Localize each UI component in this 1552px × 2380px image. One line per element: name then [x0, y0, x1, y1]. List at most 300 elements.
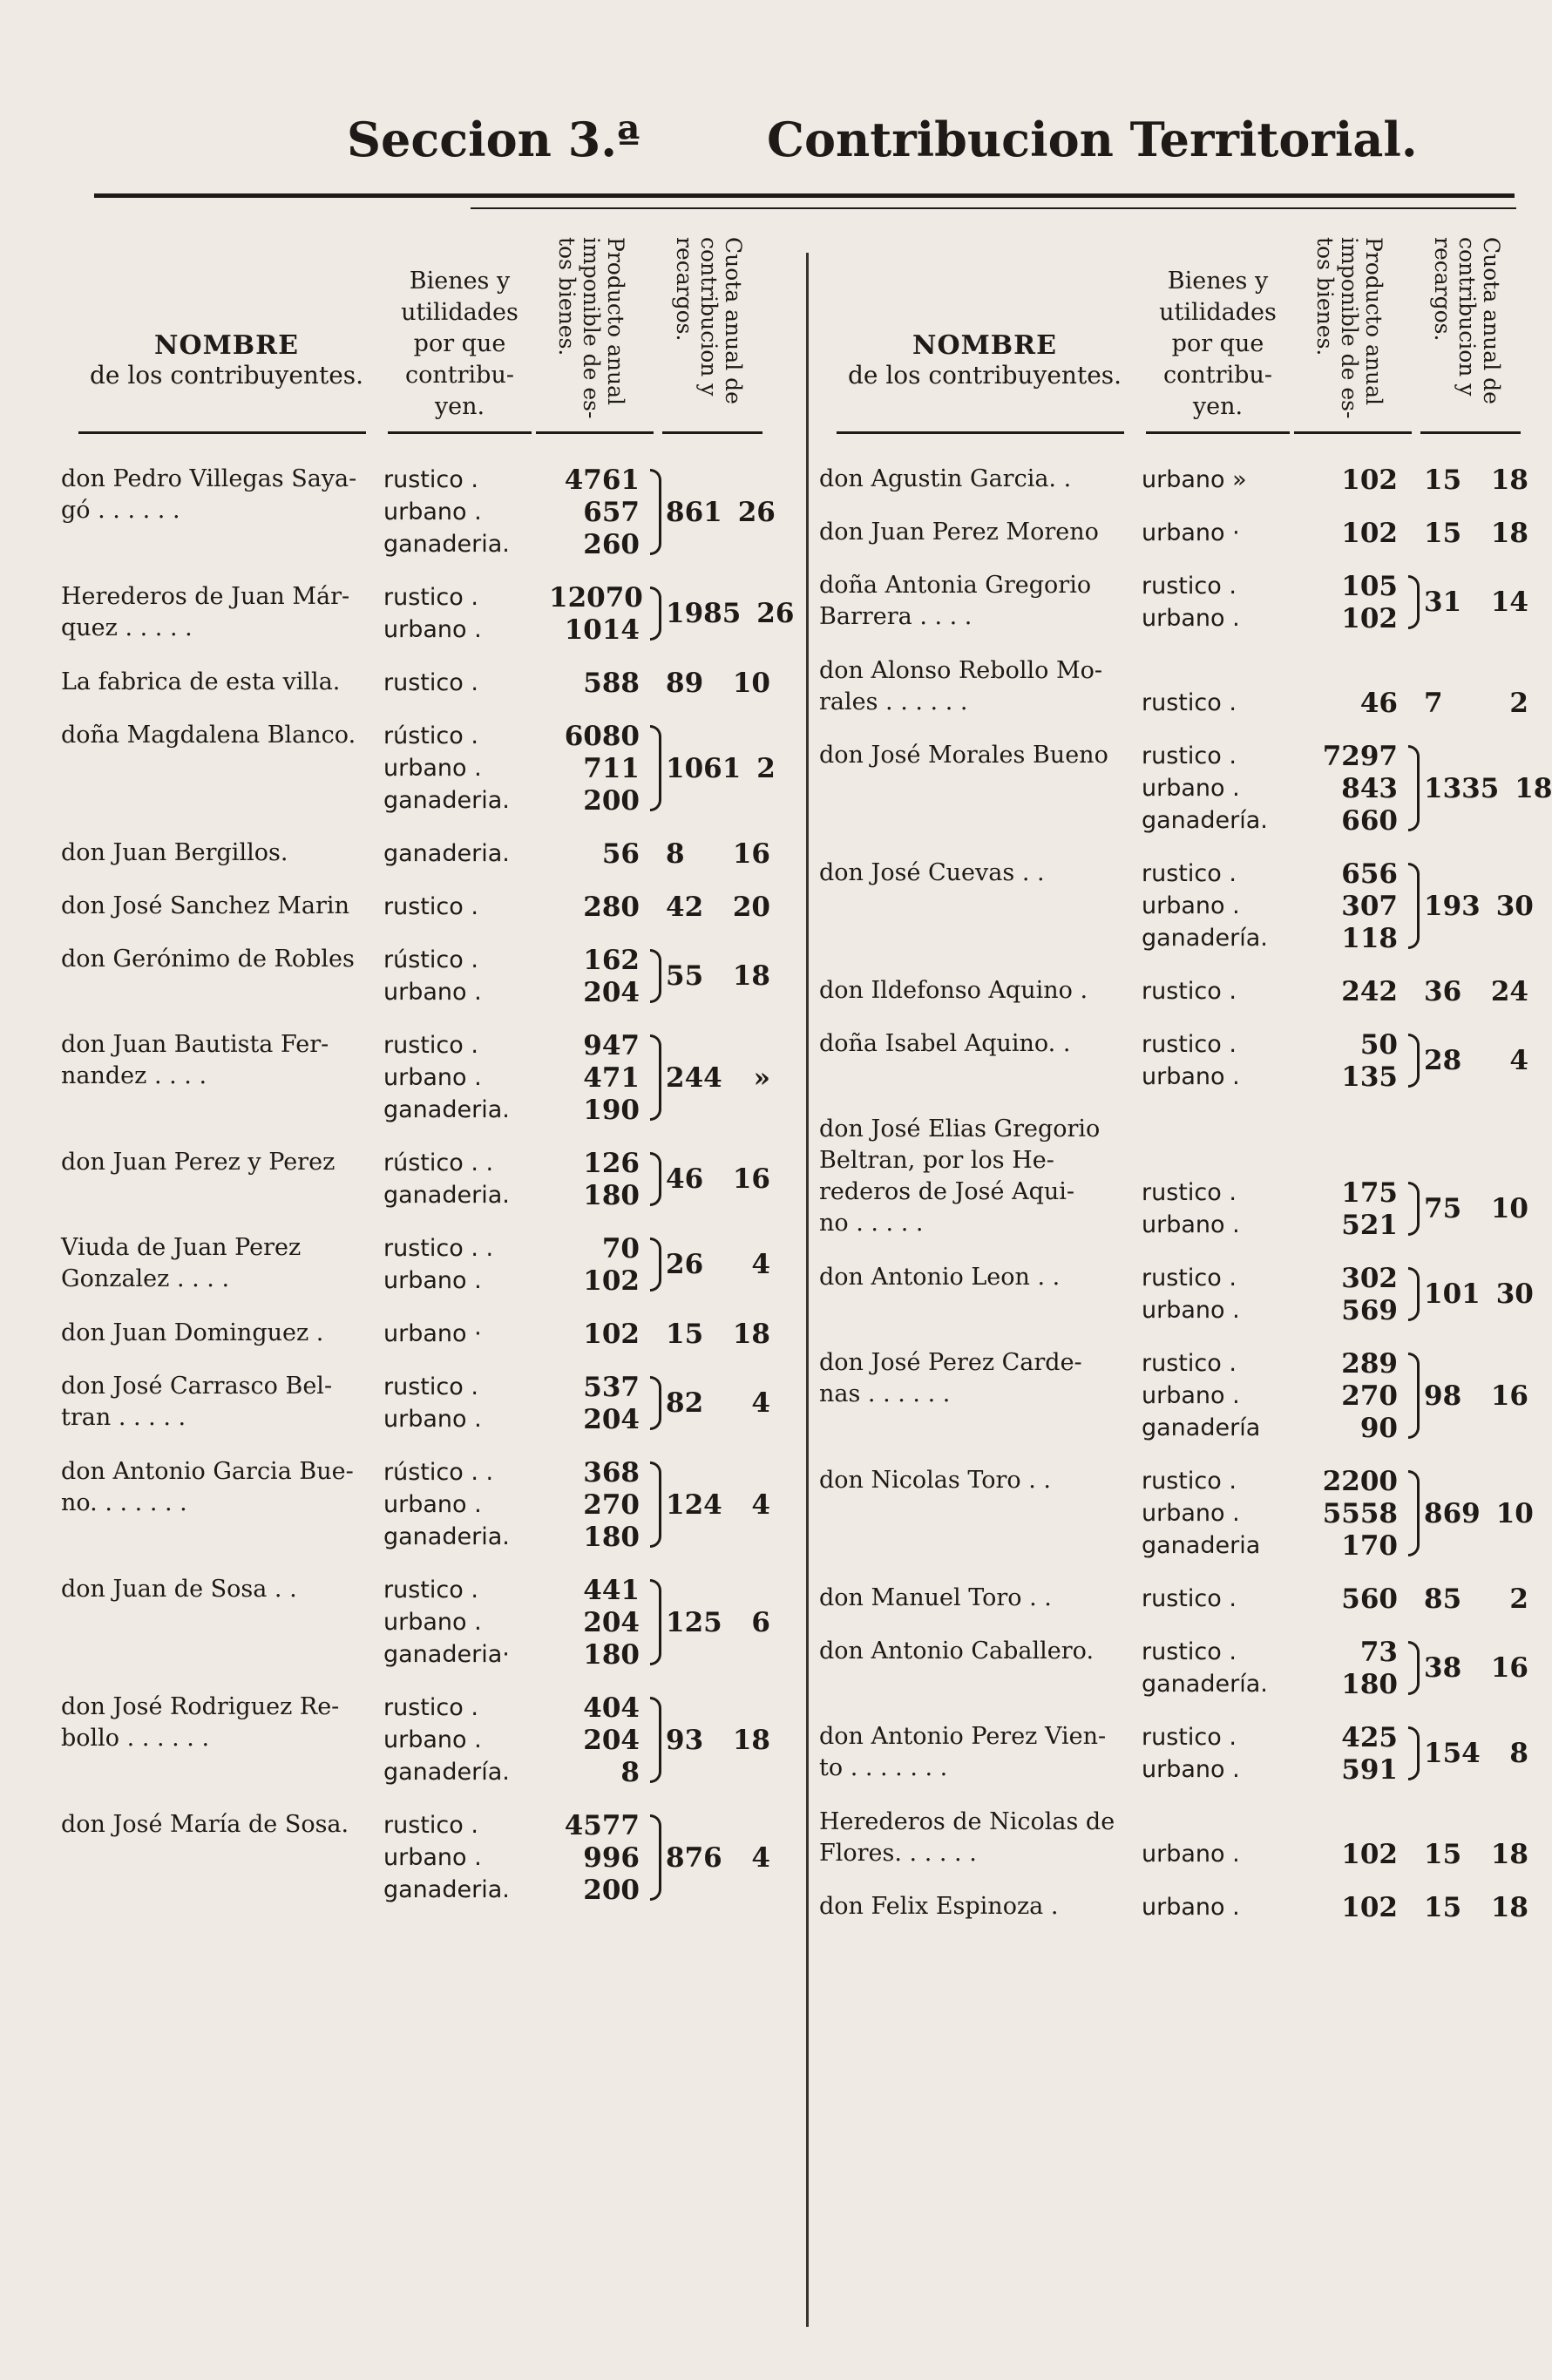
contribuyente-name: [61, 837, 383, 869]
header-cuota: Cuota anual de contribucion y recargos.: [672, 237, 746, 404]
bienes-item: [1142, 804, 1403, 837]
brace-mark: [650, 949, 661, 1003]
cuota-pesos: 15: [666, 1318, 704, 1350]
bienes-item: [1142, 1347, 1403, 1380]
bienes-category: ganaderia.: [383, 787, 510, 814]
producto-value: 102: [1341, 602, 1398, 634]
brace-mark: [1408, 1726, 1420, 1780]
producto-value: 843: [1341, 772, 1398, 804]
contribuyente-name: [61, 667, 383, 698]
producto-value: 126: [583, 1147, 640, 1179]
bienes-item: [383, 464, 645, 496]
contribuyente-name: [61, 1147, 383, 1178]
cuota-reales: 20: [732, 891, 770, 923]
cuota-anual: [666, 1319, 770, 1350]
bienes-category: urbano .: [383, 1726, 482, 1753]
header-nombre-main: NOMBRE: [154, 330, 299, 361]
bienes-category: urbano .: [1142, 1063, 1240, 1090]
cuota-anual: [666, 1725, 770, 1756]
cuota-pesos: 38: [1424, 1652, 1462, 1684]
cuota-anual: [666, 1062, 770, 1094]
brace-mark: [650, 1461, 661, 1548]
name-line: don Pedro Villegas Saya-: [61, 465, 357, 492]
cuota-pesos: 876: [666, 1841, 722, 1874]
bienes-list: [1142, 1262, 1403, 1326]
name-line: to . . . . . . .: [819, 1754, 948, 1781]
bienes-category: rustico .: [1142, 573, 1237, 600]
bienes-category: rústico .: [383, 722, 478, 749]
producto-value: 102: [1341, 464, 1398, 496]
cuota-reales: 16: [1490, 1380, 1528, 1412]
cuota-anual: [666, 838, 770, 870]
page-title: [0, 112, 1552, 181]
producto-value: 425: [1341, 1721, 1398, 1753]
producto-value: 135: [1341, 1061, 1398, 1093]
name-line: Viuda de Juan Perez: [61, 1234, 302, 1261]
table-row: [819, 1262, 1534, 1326]
cuota-anual: [1424, 1738, 1528, 1769]
table-row: [61, 1692, 776, 1788]
bienes-item: [1142, 1465, 1403, 1497]
producto-value: 270: [1341, 1380, 1398, 1412]
bienes-category: rustico .: [383, 893, 478, 920]
bienes-item: [1142, 1529, 1403, 1562]
cuota-anual: [666, 1387, 770, 1419]
contribuyente-name: [61, 891, 383, 922]
bienes-list: [383, 1371, 645, 1435]
brace-mark: [1408, 1470, 1420, 1556]
cuota-anual: [1424, 1583, 1528, 1615]
name-line: no. . . . . . .: [61, 1489, 187, 1516]
name-line: Gonzalez . . . .: [61, 1265, 230, 1292]
bienes-item: [383, 837, 645, 870]
bienes-category: urbano .: [383, 755, 482, 782]
contribuyente-name: [61, 1809, 383, 1841]
bienes-category: rústico .: [383, 946, 478, 973]
bienes-category: rustico .: [1142, 860, 1237, 887]
table-row: [61, 1574, 776, 1671]
producto-value: 569: [1341, 1294, 1398, 1326]
bienes-list: [1142, 517, 1403, 549]
cuota-reales: 16: [1490, 1652, 1528, 1684]
brace-column: [1403, 1465, 1424, 1562]
bienes-category: rústico . .: [383, 1149, 494, 1176]
table-row: [819, 1636, 1534, 1700]
bienes-category: urbano .: [383, 1406, 482, 1433]
cuota-pesos: 15: [1424, 464, 1462, 496]
cuota-reales: 18: [1515, 772, 1552, 804]
bienes-category: rustico .: [383, 669, 478, 696]
cuota-reales: 10: [1495, 1497, 1534, 1529]
contribuyente-name: [819, 570, 1142, 633]
contribuyente-name: [61, 464, 383, 526]
cuota-pesos: 31: [1424, 587, 1462, 618]
name-line: don José Perez Carde-: [819, 1349, 1082, 1376]
producto-value: 90: [1359, 1412, 1398, 1444]
table-row: [61, 1318, 776, 1350]
brace-mark: [650, 587, 661, 641]
header-underline: [1420, 431, 1521, 434]
producto-value: 118: [1341, 922, 1398, 954]
table-row: [819, 655, 1534, 719]
bienes-category: rustico .: [383, 466, 478, 493]
name-line: don Juan Dominguez .: [61, 1319, 324, 1346]
bienes-category: urbano .: [383, 498, 482, 525]
table-row: [819, 570, 1534, 634]
name-line: don Antonio Caballero.: [819, 1638, 1095, 1665]
brace-column: [645, 1456, 666, 1553]
name-line: rales . . . . . .: [819, 688, 968, 715]
bienes-category: urbano »: [1142, 466, 1247, 493]
name-line: don Nicolas Toro . .: [819, 1467, 1051, 1494]
brace-column: [1403, 655, 1424, 719]
table-row: [61, 1147, 776, 1211]
contribuyente-name: [819, 1807, 1142, 1869]
bienes-category: urbano .: [1142, 775, 1240, 802]
contribuyente-name: [819, 1465, 1142, 1496]
contribuyente-name: [819, 1891, 1142, 1922]
bienes-item: [1142, 1061, 1403, 1093]
contribuyente-name: [61, 1029, 383, 1092]
brace-column: [645, 1574, 666, 1671]
cuota-anual: [666, 1163, 770, 1195]
bienes-item: [383, 1724, 645, 1756]
cuota-pesos: 55: [666, 960, 704, 992]
cuota-reales: 18: [732, 1724, 770, 1756]
bienes-item: [383, 1809, 645, 1841]
contribuyente-name: [819, 1114, 1142, 1239]
table-row: [61, 944, 776, 1008]
contribuyente-name: [819, 1262, 1142, 1293]
bienes-item: [383, 1403, 645, 1435]
name-line: nas . . . . . .: [819, 1380, 951, 1407]
bienes-item: [383, 1094, 645, 1126]
header-nombre-main: NOMBRE: [912, 330, 1057, 361]
name-line: gó . . . . . .: [61, 497, 180, 524]
bienes-list: [1142, 975, 1403, 1007]
cuota-anual: [1424, 587, 1528, 618]
cuota-pesos: 861: [666, 496, 722, 528]
table-row: [61, 1232, 776, 1297]
contribuyente-name: [819, 1636, 1142, 1667]
bienes-category: urbano .: [1142, 1841, 1240, 1868]
bienes-list: [383, 1147, 645, 1211]
table-row: [61, 1029, 776, 1126]
contribuyente-name: [819, 1583, 1142, 1614]
brace-mark: [1408, 575, 1420, 629]
producto-value: 280: [583, 891, 640, 923]
header-underline: [388, 431, 532, 434]
bienes-item: [1142, 1380, 1403, 1412]
cuota-reales: 16: [732, 1163, 770, 1195]
cuota-reales: »: [753, 1061, 770, 1094]
brace-column: [1403, 1636, 1424, 1700]
producto-value: 270: [583, 1488, 640, 1521]
table-row: [61, 667, 776, 699]
name-line: don Juan Perez Moreno: [819, 519, 1099, 546]
cuota-reales: 30: [1495, 890, 1534, 922]
cuota-reales: 4: [751, 1488, 770, 1521]
brace-column: [1403, 858, 1424, 954]
bienes-item: [383, 1371, 645, 1403]
bienes-list: [383, 1456, 645, 1553]
cuota-anual: [1424, 772, 1552, 804]
bienes-category: urbano .: [1142, 1382, 1240, 1409]
bienes-item: [1142, 464, 1403, 496]
table-row: [819, 1583, 1534, 1615]
contribuyente-name: [61, 944, 383, 975]
name-line: don Agustin Garcia. .: [819, 465, 1072, 492]
producto-value: 56: [601, 837, 640, 870]
section-label: Seccion 3.ª: [347, 112, 640, 167]
producto-value: 996: [583, 1841, 640, 1874]
cuota-pesos: 46: [666, 1163, 704, 1195]
cuota-anual: [666, 1249, 770, 1280]
cuota-pesos: 98: [1424, 1380, 1462, 1412]
producto-value: 441: [583, 1574, 640, 1606]
bienes-category: ganaderia.: [383, 1096, 510, 1123]
name-line: don José Elias Gregorio: [819, 1115, 1101, 1143]
bienes-category: urbano .: [1142, 1756, 1240, 1783]
cuota-reales: 18: [732, 1318, 770, 1350]
name-line: don José Carrasco Bel-: [61, 1373, 333, 1400]
producto-value: 4577: [564, 1809, 640, 1841]
bienes-item: [1142, 975, 1403, 1007]
brace-column: [1403, 1583, 1424, 1615]
table-row: [819, 740, 1552, 837]
brace-mark: [1408, 1182, 1420, 1236]
name-line: doña Isabel Aquino. .: [819, 1030, 1071, 1057]
bienes-category: rustico .: [1142, 689, 1237, 716]
producto-value: 7297: [1322, 740, 1398, 772]
brace-column: [645, 1147, 666, 1211]
brace-column: [1403, 1807, 1424, 1870]
producto-value: 289: [1341, 1347, 1398, 1380]
table-row: [819, 1891, 1534, 1923]
table-row: [61, 1809, 776, 1906]
bienes-list: [1142, 464, 1403, 496]
brace-mark: [650, 1237, 661, 1292]
brace-mark: [650, 469, 661, 555]
bienes-item: [1142, 1209, 1403, 1241]
name-line: bollo . . . . . .: [61, 1725, 210, 1752]
name-line: Barrera . . . .: [819, 603, 973, 630]
name-line: La fabrica de esta villa.: [61, 668, 341, 695]
producto-value: 102: [1341, 1891, 1398, 1923]
brace-column: [645, 1371, 666, 1435]
name-line: Herederos de Juan Már-: [61, 583, 350, 610]
table-row: [61, 837, 776, 870]
cuota-anual: [666, 598, 795, 629]
bienes-category: ganaderia.: [383, 531, 510, 558]
bienes-category: rustico .: [383, 1032, 478, 1059]
header-nombre: [828, 331, 1142, 390]
name-line: don Gerónimo de Robles: [61, 946, 355, 973]
bienes-item: [1142, 858, 1403, 890]
bienes-category: urbano .: [383, 616, 482, 643]
cuota-pesos: 244: [666, 1061, 722, 1094]
brace-column: [645, 464, 666, 560]
bienes-item: [1142, 890, 1403, 922]
bienes-item: [383, 944, 645, 976]
brace-column: [1403, 975, 1424, 1007]
bienes-item: [1142, 1412, 1403, 1444]
bienes-list: [1142, 687, 1403, 719]
name-line: don José María de Sosa.: [61, 1811, 349, 1838]
bienes-list: [1142, 1721, 1403, 1786]
producto-value: 656: [1341, 858, 1398, 890]
bienes-list: [383, 581, 645, 646]
bienes-item: [1142, 1583, 1403, 1615]
brace-column: [645, 891, 666, 923]
bienes-category: urbano .: [1142, 892, 1240, 919]
bienes-item: [1142, 1497, 1403, 1529]
brace-column: [645, 1692, 666, 1788]
brace-column: [645, 1318, 666, 1350]
title-rule: [94, 193, 1515, 198]
bienes-item: [1142, 570, 1403, 602]
bienes-category: urbano .: [1142, 605, 1240, 632]
cuota-anual: [1424, 518, 1528, 549]
bienes-category: rustico .: [383, 1576, 478, 1604]
bienes-item: [1142, 1262, 1403, 1294]
bienes-item: [383, 891, 645, 923]
cuota-reales: 4: [751, 1387, 770, 1419]
contribuyente-name: [61, 1456, 383, 1519]
cuota-reales: 2: [1509, 1583, 1528, 1615]
bienes-category: urbano ·: [383, 1320, 482, 1347]
bienes-item: [383, 720, 645, 752]
bienes-item: [383, 976, 645, 1008]
contribuyente-name: [61, 1574, 383, 1605]
producto-value: 70: [601, 1232, 640, 1265]
bienes-category: urbano .: [1142, 1211, 1240, 1238]
bienes-category: rustico .: [1142, 978, 1237, 1005]
brace-column: [645, 1029, 666, 1126]
bienes-list: [1142, 740, 1403, 837]
bienes-list: [1142, 570, 1403, 634]
producto-value: 204: [583, 1606, 640, 1638]
bienes-category: rustico .: [383, 584, 478, 611]
cuota-anual: [666, 892, 770, 923]
header-bienes: Bienes y utilidades por que contribu-yen.: [1159, 268, 1277, 420]
contribuyente-name: [819, 517, 1142, 548]
brace-column: [1403, 1114, 1424, 1241]
cuota-pesos: 869: [1424, 1497, 1481, 1529]
brace-column: [645, 944, 666, 1008]
producto-value: 1014: [564, 614, 640, 646]
brace-column: [1403, 1891, 1424, 1923]
producto-value: 711: [583, 752, 640, 784]
bienes-category: rustico .: [1142, 1350, 1237, 1377]
header-underline: [78, 431, 366, 434]
bienes-category: rustico .: [383, 1694, 478, 1721]
cuota-pesos: 28: [1424, 1045, 1462, 1076]
name-line: don Antonio Leon . .: [819, 1264, 1061, 1291]
bienes-item: [383, 1147, 645, 1179]
producto-value: 537: [583, 1371, 640, 1403]
producto-value: 242: [1341, 975, 1398, 1007]
brace-mark: [1408, 863, 1420, 949]
header-cuota: Cuota anual de contribucion y recargos.: [1430, 237, 1504, 404]
brace-mark: [650, 1697, 661, 1783]
producto-value: 4761: [564, 464, 640, 496]
title-rule-thin: [471, 207, 1516, 209]
bienes-category: urbano .: [1142, 1894, 1240, 1921]
contribuyente-name: [819, 655, 1142, 718]
bienes-list: [383, 1318, 645, 1350]
bienes-item: [383, 1179, 645, 1211]
cuota-pesos: 93: [666, 1724, 704, 1756]
table-header: [819, 227, 1534, 444]
bienes-list: [383, 1232, 645, 1297]
cuota-reales: 18: [1490, 464, 1528, 496]
producto-value: 5558: [1322, 1497, 1398, 1529]
name-line: don Antonio Garcia Bue-: [61, 1458, 354, 1485]
brace-column: [1403, 570, 1424, 634]
table-row: [819, 1114, 1534, 1241]
cuota-reales: 18: [1490, 1838, 1528, 1870]
table-row: [819, 858, 1534, 954]
contribuyente-name: [819, 1028, 1142, 1060]
brace-column: [645, 581, 666, 646]
bienes-list: [1142, 1347, 1403, 1444]
bienes-item: [383, 496, 645, 528]
cuota-pesos: 15: [1424, 1891, 1462, 1923]
cuota-anual: [1424, 1497, 1534, 1529]
bienes-item: [383, 1756, 645, 1788]
bienes-category: urbano .: [383, 1064, 482, 1091]
bienes-category: rustico .: [1142, 1585, 1237, 1612]
bienes-item: [1142, 772, 1403, 804]
bienes-list: [383, 667, 645, 699]
header-producto: Producto anual imponible de es-tos bienes.: [554, 237, 628, 419]
brace-column: [645, 1232, 666, 1297]
name-line: don Alonso Rebollo Mo-: [819, 657, 1102, 684]
bienes-category: rustico .: [1142, 1724, 1237, 1751]
bienes-category: rustico .: [1142, 742, 1237, 770]
bienes-category: ganaderia: [1142, 1532, 1261, 1559]
bienes-item: [1142, 1721, 1403, 1753]
bienes-list: [383, 891, 645, 923]
cuota-reales: 6: [751, 1606, 770, 1638]
producto-value: 175: [1341, 1176, 1398, 1209]
cuota-reales: 16: [732, 837, 770, 870]
brace-column: [1403, 1347, 1424, 1444]
table-row: [819, 1721, 1534, 1786]
right-table: [819, 227, 1552, 1944]
bienes-item: [383, 614, 645, 646]
bienes-item: [383, 1638, 645, 1671]
brace-mark: [1408, 1641, 1420, 1695]
table-row: [61, 581, 795, 646]
cuota-reales: 26: [756, 598, 795, 629]
table-row: [61, 1456, 776, 1553]
cuota-reales: 30: [1495, 1278, 1534, 1310]
producto-value: 591: [1341, 1753, 1398, 1786]
bienes-category: urbano .: [383, 1609, 482, 1636]
name-line: don José Sanchez Marin: [61, 892, 349, 919]
brace-column: [645, 837, 666, 870]
bienes-item: [1142, 1753, 1403, 1786]
name-line: don José Rodriguez Re-: [61, 1693, 340, 1720]
name-line: no . . . . .: [819, 1210, 924, 1237]
name-line: don Juan de Sosa . .: [61, 1576, 297, 1603]
cuota-anual: [1424, 688, 1528, 719]
bienes-item: [383, 752, 645, 784]
cuota-reales: 18: [1490, 1891, 1528, 1923]
brace-mark: [650, 1034, 661, 1121]
